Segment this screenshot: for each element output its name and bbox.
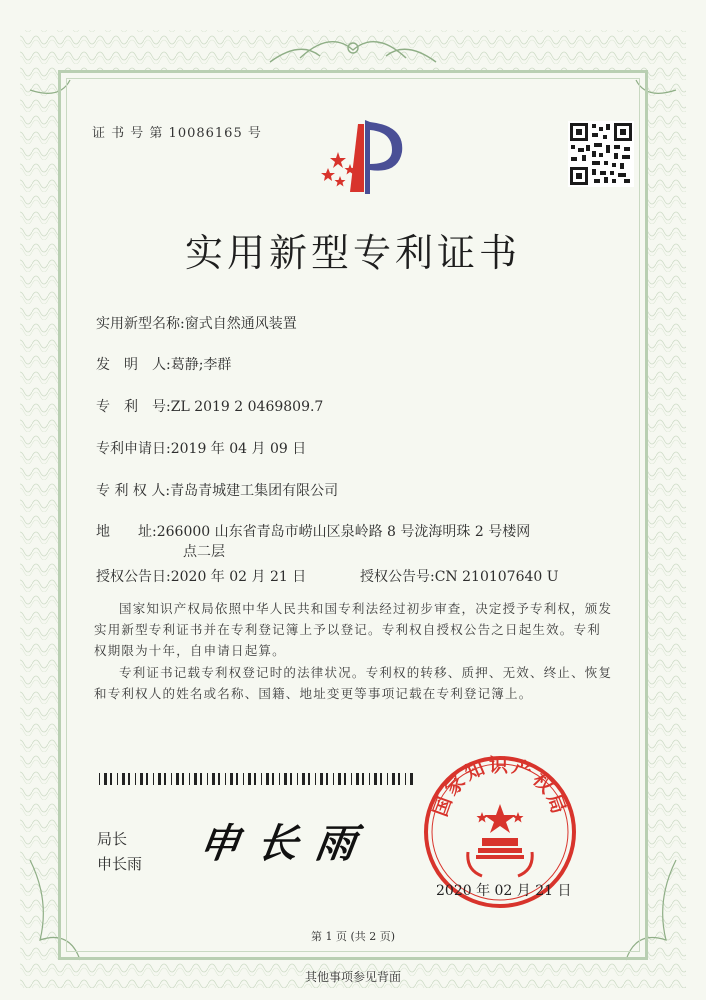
certificate-number: 证 书 号 第 10086165 号 [92,126,262,141]
director-name: 申长雨 [97,855,143,873]
legal-paragraph-2: 专利证书记载专利权登记时的法律状况。专利权的转移、质押、无效、终止、恢复和专利权人的姓名或名称、国籍、地址变更等事项记载在专利登记簿上。 [94,665,613,701]
grant-number-row [360,566,559,586]
patent-holder-value: 青岛青城建工集团有限公司 [170,483,339,499]
seal-date: 2020 年 02 月 21 日 [436,883,572,899]
patent-number-label: 专 利 号: [96,399,171,415]
utility-model-name-value: 窗式自然通风装置 [184,316,297,332]
certificate-title: 实用新型专利证书 [184,231,521,275]
filing-date-label: 专利申请日: [96,441,171,457]
page-indicator: 第 1 页 (共 2 页) [310,930,396,943]
address-value-line2: 点二层 [183,544,225,560]
address-row [96,521,530,541]
grant-date-value: 2020 年 02 月 21 日 [170,569,307,585]
seal-text: 国家知识产权局 [429,754,571,820]
patent-number-value: ZL 2019 2 0469809.7 [170,399,324,415]
patent-holder-row [96,480,338,500]
patent-number-row [96,396,323,416]
director-title: 局长 [97,830,128,848]
address-value-line1: 266000 山东省青岛市崂山区泉岭路 8 号泷海明珠 2 号楼网 [156,524,531,540]
filing-date-value: 2019 年 04 月 09 日 [170,441,307,457]
patent-holder-label: 专 利 权 人: [96,483,171,499]
grant-number-label: 授权公告号: [360,569,435,585]
grant-number-value: CN 210107640 U [434,569,559,585]
qr-code-icon [568,121,634,187]
inventor-value: 葛静;李群 [170,357,232,373]
handwritten-signature: 申长雨 [196,820,377,867]
inventor-label: 发 明 人: [96,357,171,373]
patent-office-logo-icon [310,112,410,202]
back-side-note: 其他事项参见背面 [304,970,401,984]
utility-model-name-row [96,313,297,333]
grant-date-row [96,566,306,586]
address-label: 地 址: [96,524,157,540]
legal-paragraph-1: 国家知识产权局依照中华人民共和国专利法经过初步审查，决定授予专利权，颁发实用新型专利证书并在专利登记簿上予以登记。专利权自授权公告之日起生效。专利权期限为十年，自申请日起算。 [94,601,613,658]
inventor-row [96,354,231,374]
filing-date-row [96,438,306,458]
barcode-icon [99,773,414,785]
utility-model-name-label: 实用新型名称: [96,316,185,332]
grant-date-label: 授权公告日: [96,569,171,585]
